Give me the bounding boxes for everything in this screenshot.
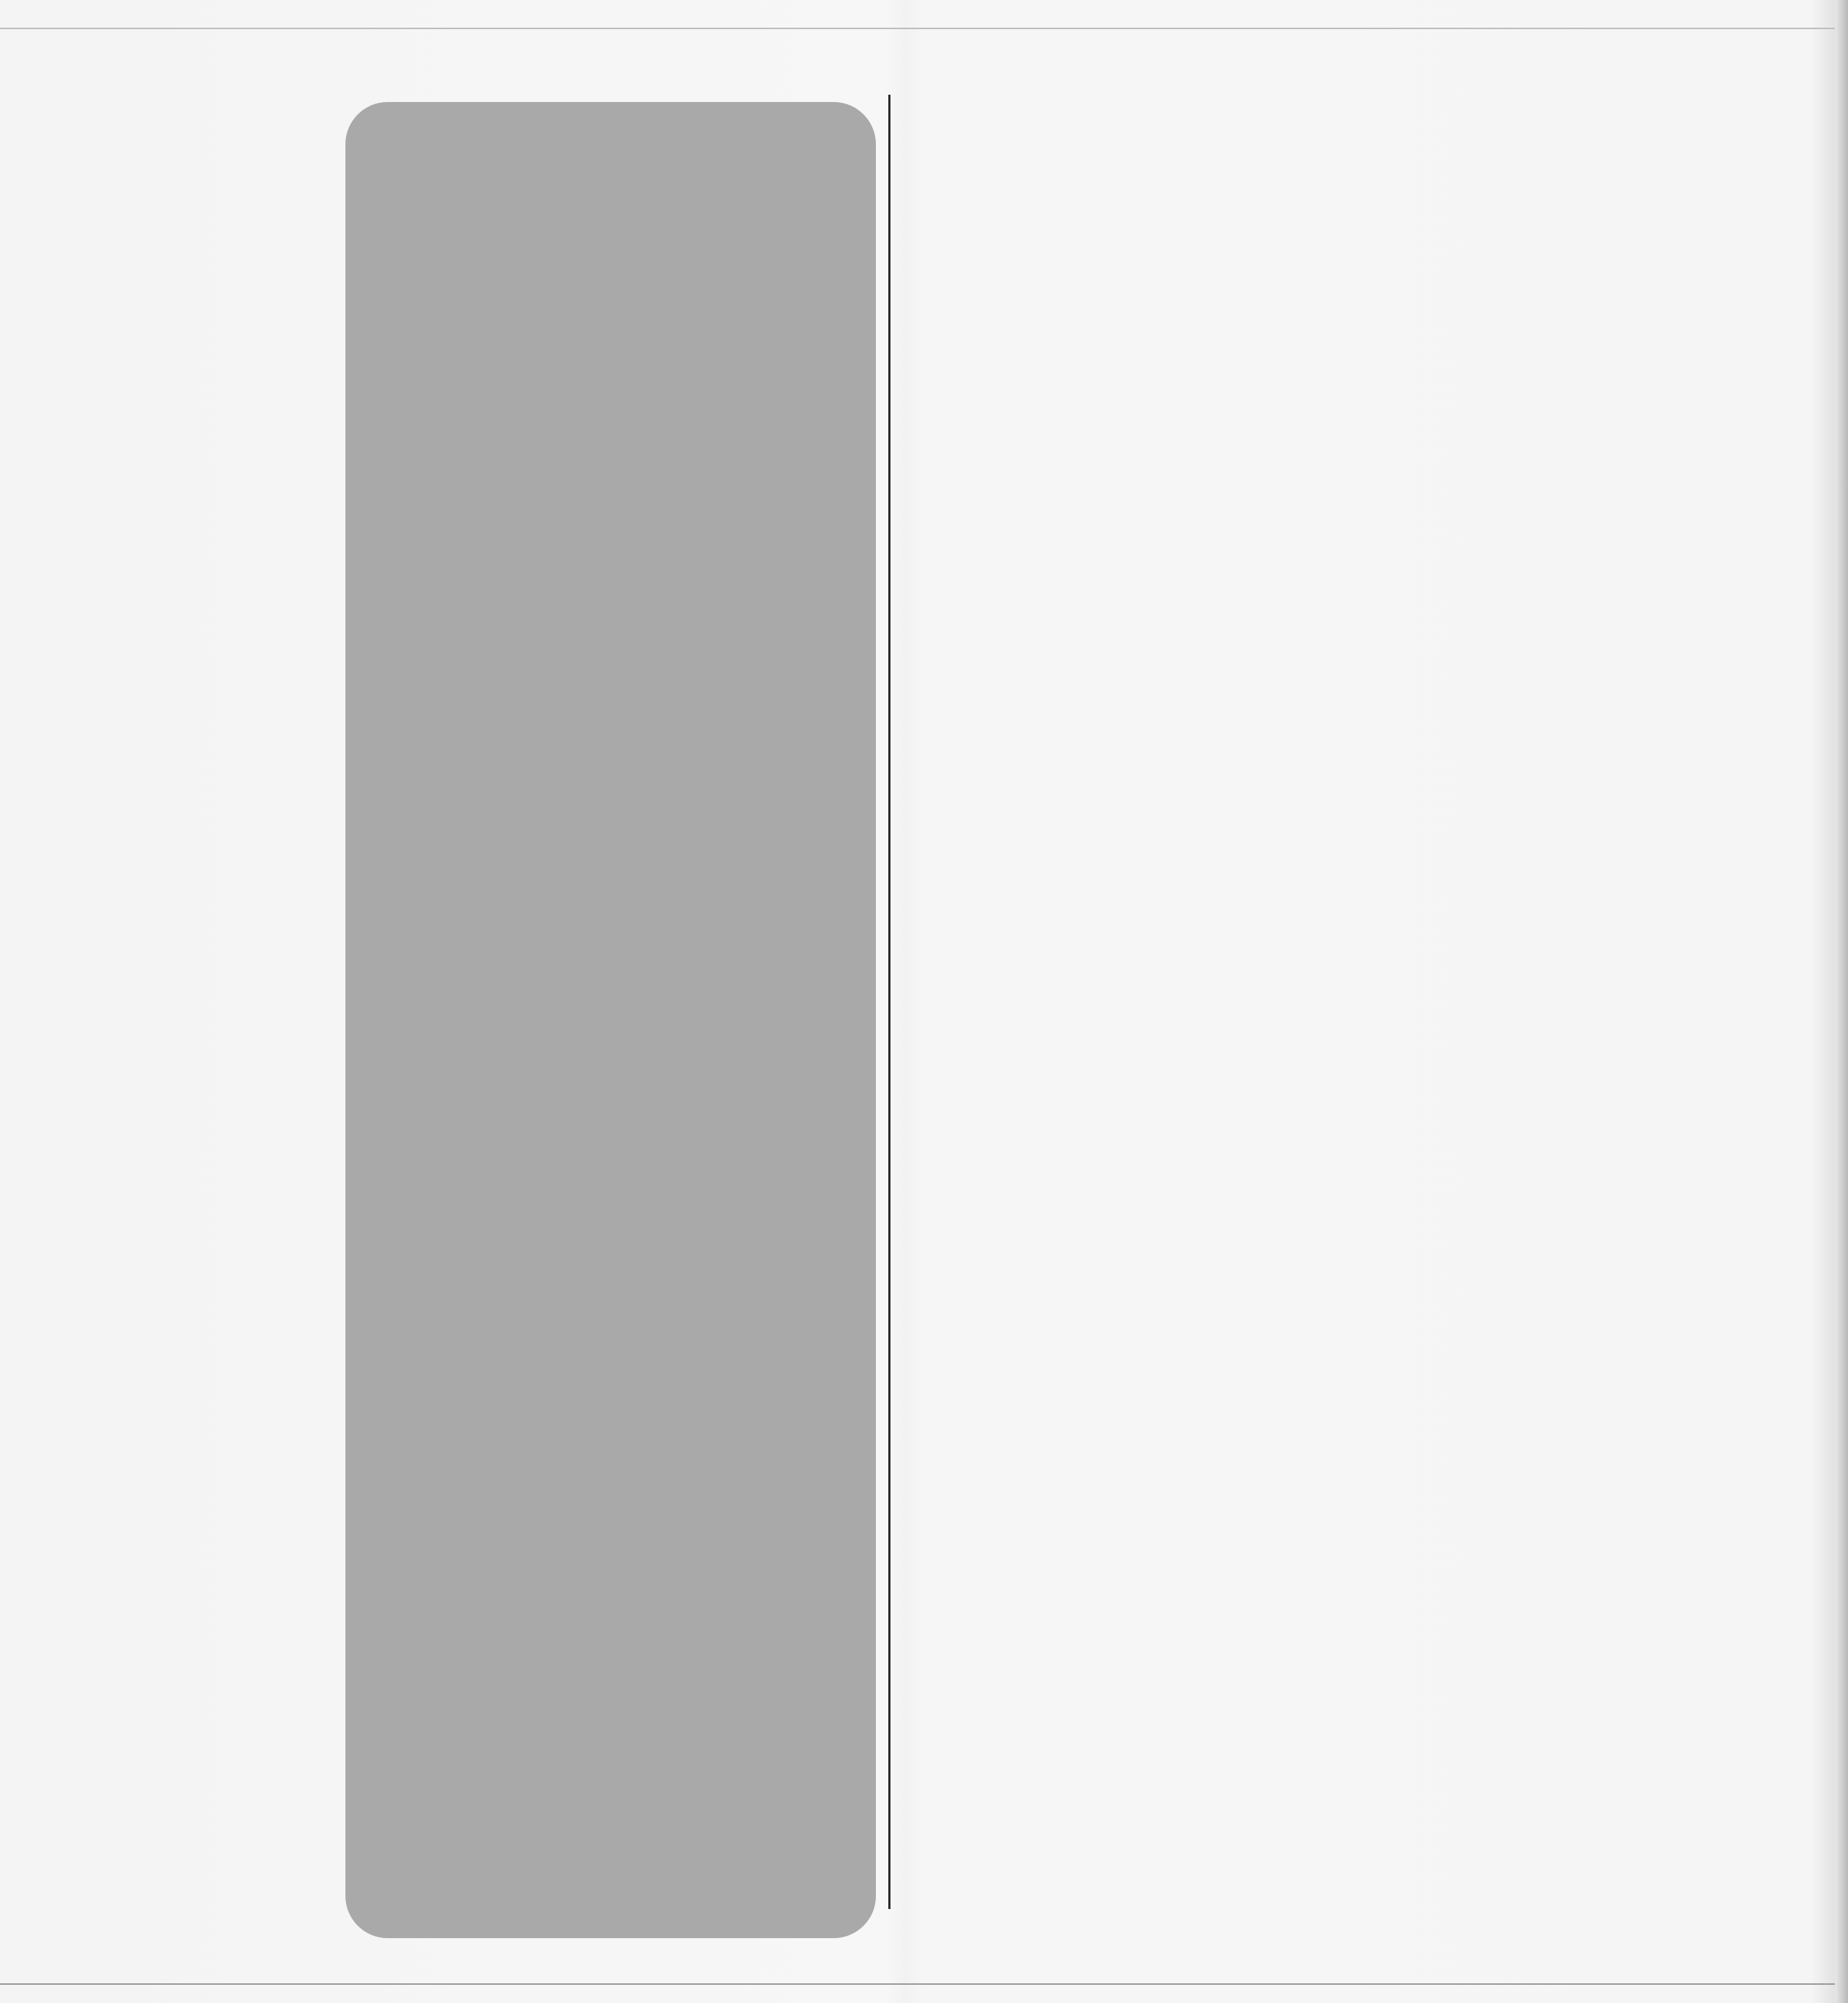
bottom-rule: [0, 1983, 1848, 1985]
fold-line-center: [888, 95, 890, 1909]
discography-panel: [345, 102, 876, 1938]
page-edge-shadow: [1835, 0, 1848, 2003]
lyrics-english-column: [920, 98, 1226, 111]
top-rule: [0, 28, 1848, 29]
